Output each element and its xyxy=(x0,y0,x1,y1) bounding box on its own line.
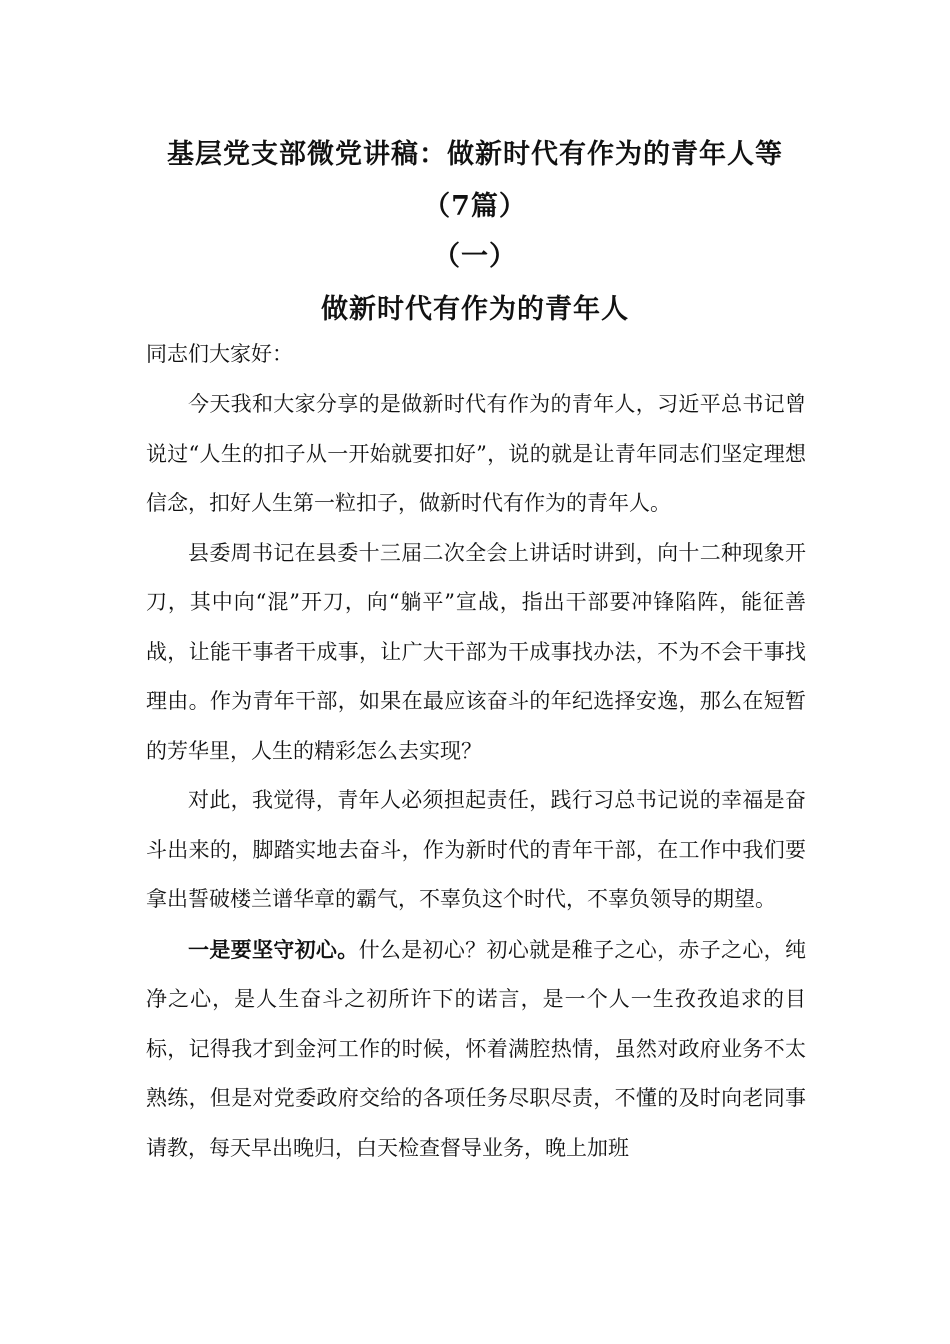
section-number: （一） xyxy=(433,241,517,272)
paragraph-4-lead: 一是要坚守初心。 xyxy=(188,936,359,962)
paragraph-1-text: 今天我和大家分享的是做新时代有作为的青年人，习近平总书记曾说过“人生的扣子从一开始就要扣好”，说的就是让青年同志们坚定理想信念，扣好人生第一粒扣子，做新时代有作为的青年人。 xyxy=(146,392,806,515)
paragraph-3-text: 对此，我觉得，青年人必须担起责任，践行习总书记说的幸福是奋斗出来的，脚踏实地去奋斗，作为新时代的青年干部，在工作中我们要拿出誓破楼兰谱华章的霸气，不辜负这个时代，不辜负领导的期望。 xyxy=(146,788,806,911)
paragraph-2-text: 县委周书记在县委十三届二次全会上讲话时讲到，向十二种现象开刀，其中向“混”开刀，向“躺平”宣战，指出干部要冲锋陷阵，能征善战，让能干事者干成事，让广大干部为干成事找办法，不为不会干事找理由。作为青年干部，如果在最应该奋斗的年纪选择安逸，那么在短暂的芳华里，人生的精彩怎么去实现？ xyxy=(146,540,806,763)
paragraph-3 xyxy=(146,776,806,925)
body-text xyxy=(146,380,806,1173)
paragraph-4 xyxy=(146,925,806,1174)
paragraph-2 xyxy=(146,529,806,777)
greeting: 同志们大家好： xyxy=(146,342,293,366)
document-title-line1: 基层党支部微党讲稿：做新时代有作为的青年人等 xyxy=(167,139,783,170)
paragraph-4-text: 什么是初心？初心就是稚子之心，赤子之心，纯净之心，是人生奋斗之初所许下的诺言，是一个人一生孜孜追求的目标，记得我才到金河工作的时候，怀着满腔热情，虽然对政府业务不太熟练，但是对党委政府交给的各项任务尽职尽责，不懂的及时向老同事请教，每天早出晚归，白天检查督导业务，晚上加班 xyxy=(146,937,807,1160)
document-title-line2: （7篇） xyxy=(423,191,527,222)
paragraph-1 xyxy=(146,380,806,529)
section-title: 做新时代有作为的青年人 xyxy=(321,294,629,325)
